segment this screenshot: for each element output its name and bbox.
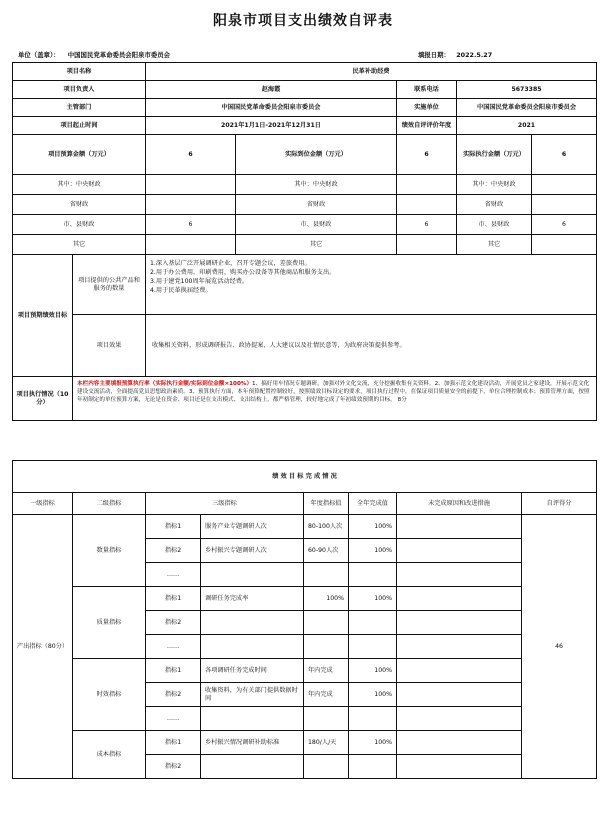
budget-province-value xyxy=(146,195,236,215)
row-budget-other xyxy=(13,235,597,255)
dept-label: 主管部门 xyxy=(13,99,146,117)
indicator-target: 年内完成 xyxy=(304,659,349,683)
services-label: 项目提供的公共产品和服务的数量 xyxy=(73,255,146,315)
executed-label: 实际执行金额（万元） xyxy=(457,135,532,175)
period-value: 2021年1月1日-2021年12月31日 xyxy=(146,117,397,135)
col-level1: 一级指标 xyxy=(13,493,73,515)
impl-label: 实施单位 xyxy=(397,99,457,117)
row-project-name xyxy=(13,63,597,81)
indicator-target xyxy=(304,563,349,587)
allocated-province-label: 省财政 xyxy=(236,195,397,215)
budget-label: 项目预算金额（万元） xyxy=(13,135,146,175)
budget-central-value xyxy=(146,175,236,195)
performance-header-row xyxy=(13,461,597,493)
indicator-target xyxy=(304,611,349,635)
leader-value: 赵海霞 xyxy=(146,81,397,99)
level1-output: 产出指标（80分） xyxy=(13,515,73,779)
indicator-name xyxy=(201,611,304,635)
executed-city-value: 6 xyxy=(532,215,597,235)
executed-province-value xyxy=(532,195,597,215)
indicator-idx: 指标2 xyxy=(146,539,201,563)
indicator-name: 服务产业专题调研人次 xyxy=(201,515,304,539)
table-row xyxy=(13,659,597,683)
date-label: 填报日期： xyxy=(418,51,450,59)
indicator-idx: 指标1 xyxy=(146,731,201,755)
phone-label: 联系电话 xyxy=(397,81,457,99)
indicator-reason xyxy=(397,707,522,731)
unit-value: 中国国民党革命委员会阳泉市委员会 xyxy=(67,51,171,59)
indicator-done: 100% xyxy=(349,731,397,755)
row-goals-services xyxy=(13,255,597,315)
phone-value: 5673385 xyxy=(457,81,597,99)
budget-city-value: 6 xyxy=(146,215,236,235)
indicator-done xyxy=(349,707,397,731)
executed-central-value xyxy=(532,175,597,195)
date-info xyxy=(418,50,492,59)
indicator-reason xyxy=(397,587,522,611)
indicator-target: 100% xyxy=(304,587,349,611)
page-title: 阳泉市项目支出绩效自评表 xyxy=(213,13,393,29)
indicator-done xyxy=(349,635,397,659)
row-dept xyxy=(13,99,597,117)
executed-province-label: 省财政 xyxy=(457,195,532,215)
indicator-idx: 指标2 xyxy=(146,611,201,635)
row-budget-city xyxy=(13,215,597,235)
effect-content: 收集相关资料，形成调研报告、政协提案、人大建议以及社情民意等，为政府决策提供参考。 xyxy=(146,315,597,377)
indicator-name xyxy=(201,635,304,659)
budget-other-label: 其它 xyxy=(13,235,146,255)
indicator-done xyxy=(349,611,397,635)
allocated-value: 6 xyxy=(397,135,457,175)
col-done: 全年完成值 xyxy=(349,493,397,515)
allocated-label: 实际到位金额（万元） xyxy=(236,135,397,175)
budget-value: 6 xyxy=(146,135,236,175)
execution-red-text: 本栏内容主要填报预算执行率（实际执行金额/实际到位金额×100%） xyxy=(77,381,253,387)
level2-quantity: 数量指标 xyxy=(73,515,146,587)
indicator-target: 年内完成 xyxy=(304,683,349,707)
indicator-target xyxy=(304,635,349,659)
indicator-target: 60-90人次 xyxy=(304,539,349,563)
performance-columns-row xyxy=(13,493,597,515)
period-label: 项目起止时间 xyxy=(13,117,146,135)
indicator-name xyxy=(201,563,304,587)
goals-section-label: 项目预期绩效目标 xyxy=(13,255,73,377)
table-row xyxy=(13,587,597,611)
allocated-other-label: 其它 xyxy=(236,235,397,255)
allocated-central-label: 其中：中央财政 xyxy=(236,175,397,195)
indicator-idx: …… xyxy=(146,635,201,659)
leader-label: 项目负责人 xyxy=(13,81,146,99)
indicator-idx: 指标1 xyxy=(146,515,201,539)
project-name-label: 项目名称 xyxy=(13,63,146,81)
services-line-3: 3.用于建党100周年展览活动经费。 xyxy=(150,278,249,285)
indicator-reason xyxy=(397,731,522,755)
indicator-name: 调研任务完成率 xyxy=(201,587,304,611)
indicator-reason xyxy=(397,611,522,635)
col-score: 自评得分 xyxy=(522,493,597,515)
indicator-name: 各项调研任务完成时间 xyxy=(201,659,304,683)
indicator-done: 100% xyxy=(349,539,397,563)
indicator-done: 100% xyxy=(349,659,397,683)
executed-value: 6 xyxy=(532,135,597,175)
indicator-reason xyxy=(397,563,522,587)
table-row xyxy=(13,731,597,755)
services-content xyxy=(146,255,597,315)
row-leader xyxy=(13,81,597,99)
execution-text: 1、搞好用车情况专题调研，加强对外文化交流，充分挖掘收集有关资料。2、加强示范文化建设活动，开展党员之家建设，开展示范文化建设交流活动，全面提高党员思想政治素质。3、预算执行方面，本年预算配置控制较好，按照绩效目标设定的要求，项目执行过程中，在保证项目质量安全的前提下，单位合理控制成本；预算管理方面，按照年初制定的单位预算方案，无论是在资金、项目还是在支出模式、支出结构上，都严格管理，较好地完成了年初绩效预期的目标。 8分 xyxy=(77,381,590,403)
indicator-target xyxy=(304,755,349,779)
indicator-idx: 指标2 xyxy=(146,683,201,707)
indicator-target: 80-100人次 xyxy=(304,515,349,539)
indicator-name: 乡村振兴情况调研补助标准 xyxy=(201,731,304,755)
project-name-value: 民革补助经费 xyxy=(146,63,597,81)
allocated-other-value xyxy=(397,235,457,255)
dept-value: 中国国民党革命委员会阳泉市委员会 xyxy=(146,99,397,117)
services-line-1: 1.深入基层广泛开展调研企业，召开专题会议，差旅费用。 xyxy=(150,260,311,267)
indicator-done xyxy=(349,755,397,779)
indicator-reason xyxy=(397,683,522,707)
indicator-reason xyxy=(397,659,522,683)
indicator-reason xyxy=(397,755,522,779)
indicator-reason xyxy=(397,635,522,659)
basic-info-table xyxy=(12,62,597,421)
indicator-name xyxy=(201,707,304,731)
year-label: 绩效自评评价年度 xyxy=(397,117,457,135)
allocated-province-value xyxy=(397,195,457,215)
budget-province-label: 省财政 xyxy=(13,195,146,215)
execution-label: 项目执行情况（10分） xyxy=(13,377,73,421)
allocated-city-label: 市、县财政 xyxy=(236,215,397,235)
level2-quality: 质量指标 xyxy=(73,587,146,659)
unit-label: 单位（盖章）： xyxy=(18,51,60,59)
year-value: 2021 xyxy=(457,117,597,135)
budget-other-value xyxy=(146,235,236,255)
indicator-done: 100% xyxy=(349,587,397,611)
row-period xyxy=(13,117,597,135)
indicator-name: 收集资料，为有关部门提供数据时间 xyxy=(201,683,304,707)
date-value: 2022.5.27 xyxy=(456,51,493,59)
level2-cost: 成本指标 xyxy=(73,731,146,779)
executed-central-label: 其中：中央财政 xyxy=(457,175,532,195)
budget-central-label: 其中：中央财政 xyxy=(13,175,146,195)
indicator-idx: 指标2 xyxy=(146,755,201,779)
effect-label: 项目效果 xyxy=(73,315,146,377)
unit-info xyxy=(18,50,170,59)
row-goals-effect xyxy=(13,315,597,377)
impl-value: 中国国民党革命委员会阳泉市委员会 xyxy=(457,99,597,117)
row-budget-central xyxy=(13,175,597,195)
indicator-target xyxy=(304,707,349,731)
executed-other-value xyxy=(532,235,597,255)
table-row xyxy=(13,515,597,539)
indicator-idx: 指标1 xyxy=(146,659,201,683)
col-level3: 三级指标 xyxy=(146,493,304,515)
self-score: 46 xyxy=(522,515,597,779)
col-target: 年度指标值 xyxy=(304,493,349,515)
services-line-2: 2.用于办公费用，印刷费用，购买办公设备等其他商品和服务支出。 xyxy=(150,269,336,276)
performance-table xyxy=(12,460,597,779)
executed-other-label: 其它 xyxy=(457,235,532,255)
indicator-reason xyxy=(397,515,522,539)
indicator-idx: 指标1 xyxy=(146,587,201,611)
col-reason: 未完成原因和改进措施 xyxy=(397,493,522,515)
executed-city-label: 市、县财政 xyxy=(457,215,532,235)
indicator-name xyxy=(201,755,304,779)
indicator-done: 100% xyxy=(349,515,397,539)
indicator-reason xyxy=(397,539,522,563)
budget-city-label: 市、县财政 xyxy=(13,215,146,235)
performance-header: 绩 效 目 标 完 成 情 况 xyxy=(13,461,597,493)
col-level2: 二级指标 xyxy=(73,493,146,515)
indicator-done: 100% xyxy=(349,683,397,707)
indicator-target: 180/人/天 xyxy=(304,731,349,755)
indicator-done xyxy=(349,563,397,587)
indicator-name: 乡村振兴专题调研人次 xyxy=(201,539,304,563)
row-budget-header xyxy=(13,135,597,175)
row-budget-province xyxy=(13,195,597,215)
execution-content xyxy=(73,377,597,421)
indicator-idx: …… xyxy=(146,563,201,587)
row-execution xyxy=(13,377,597,421)
allocated-central-value xyxy=(397,175,457,195)
indicator-idx: …… xyxy=(146,707,201,731)
level2-timeliness: 时效指标 xyxy=(73,659,146,731)
services-line-4: 4.用于民革换届经费。 xyxy=(150,287,212,294)
allocated-city-value: 6 xyxy=(397,215,457,235)
